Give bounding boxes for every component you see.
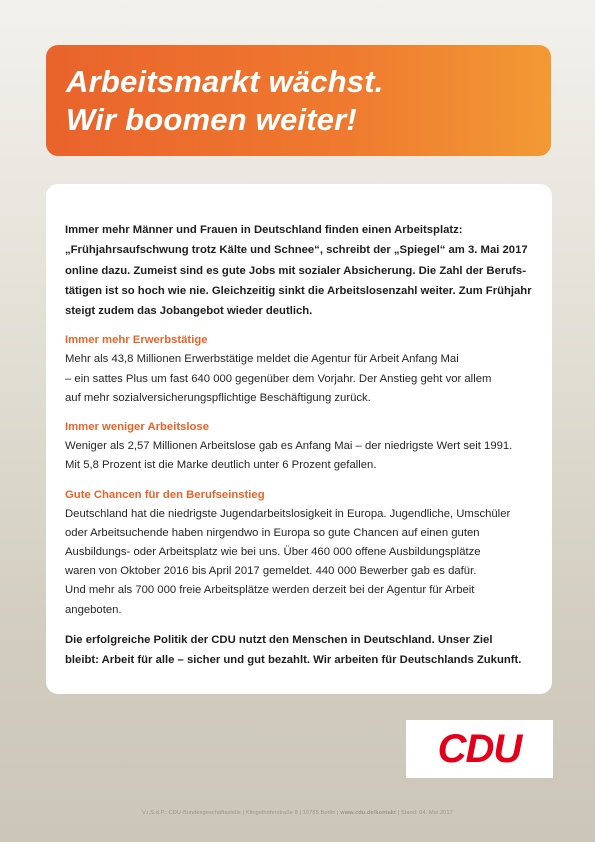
footer-prefix: V.i.S.d.P.: CDU-Bundesgeschäftsstelle | Klingelhöferstraße 8 | 10785 Berlin | bbox=[142, 810, 341, 816]
cdu-logo bbox=[406, 720, 553, 778]
headline-line-1: Arbeitsmarkt wächst. bbox=[66, 64, 384, 99]
section-arbeitslose bbox=[65, 418, 538, 475]
section-line: waren von Oktober 2016 bis April 2017 gemeldet. 440 000 Bewerber gab es dafür. bbox=[65, 565, 477, 578]
closing-line: bleibt: Arbeit für alle – sicher und gut bezahlt. Wir arbeiten für Deutschlands Zukunft. bbox=[65, 654, 522, 667]
section-line: Mehr als 43,8 Millionen Erwerbstätige meldet die Agentur für Arbeit Anfang Mai bbox=[65, 353, 459, 366]
intro-line: tätigen ist so hoch wie nie. Gleichzeitig sinkt die Arbeitslosenzahl weiter. Zum Frühjahr bbox=[65, 284, 532, 297]
section-erwerbstaetige bbox=[65, 331, 538, 408]
intro-line: online dazu. Zumeist sind es gute Jobs mit sozialer Absicherung. Die Zahl der Berufs- bbox=[65, 264, 526, 277]
section-line: Deutschland hat die niedrigste Jugendarbeitslosigkeit in Europa. Jugendliche, Umschüler bbox=[65, 507, 511, 520]
section-berufseinstieg bbox=[65, 486, 538, 620]
intro-paragraph bbox=[65, 220, 538, 321]
section-line: angeboten. bbox=[65, 603, 122, 616]
closing-line: Die erfolgreiche Politik der CDU nutzt den Menschen in Deutschland. Unser Ziel bbox=[65, 633, 493, 646]
intro-line: steigt zudem das Jobangebot wieder deutlich. bbox=[65, 305, 313, 318]
intro-line: „Frühjahrsaufschwung trotz Kälte und Schnee“, schreibt der „Spiegel“ am 3. Mai 2017 bbox=[65, 244, 528, 257]
section-line: oder Arbeitsuchende haben nirgendwo in Europa so gute Chancen auf einen guten bbox=[65, 526, 480, 539]
content-card bbox=[46, 184, 552, 694]
section-line: Ausbildungs- oder Arbeitsplatz wie bei uns. Über 460 000 offene Ausbildungsplätze bbox=[65, 545, 481, 558]
footer-suffix: | Stand: 04. Mai 2017 bbox=[395, 810, 453, 816]
section-heading: Gute Chancen für den Berufseinstieg bbox=[65, 488, 265, 501]
closing-paragraph bbox=[65, 630, 538, 671]
headline-banner bbox=[46, 45, 551, 156]
headline-line-2: Wir boomen weiter! bbox=[66, 102, 357, 137]
footer-imprint bbox=[0, 810, 595, 816]
footer-contact-link[interactable]: www.cdu.de/kontakt bbox=[340, 810, 396, 816]
section-line: – ein sattes Plus um fast 640 000 gegenüber dem Vorjahr. Der Anstieg geht vor allem bbox=[65, 372, 492, 385]
section-line: Und mehr als 700 000 freie Arbeitsplätze werden derzeit bei der Agentur für Arbeit bbox=[65, 584, 475, 597]
section-heading: Immer weniger Arbeitslose bbox=[65, 421, 209, 434]
cdu-logo-text: CDU bbox=[437, 727, 522, 771]
section-line: Weniger als 2,57 Millionen Arbeitslose gab es Anfang Mai – der niedrigste Wert seit 1991. bbox=[65, 440, 513, 453]
section-line: Mit 5,8 Prozent ist die Marke deutlich unter 6 Prozent gefallen. bbox=[65, 459, 377, 472]
section-heading: Immer mehr Erwerbstätige bbox=[65, 334, 208, 347]
intro-line: Immer mehr Männer und Frauen in Deutschland finden einen Arbeitsplatz: bbox=[65, 224, 463, 236]
section-line: auf mehr sozialversicherungspflichtige Beschäftigung zurück. bbox=[65, 391, 371, 404]
